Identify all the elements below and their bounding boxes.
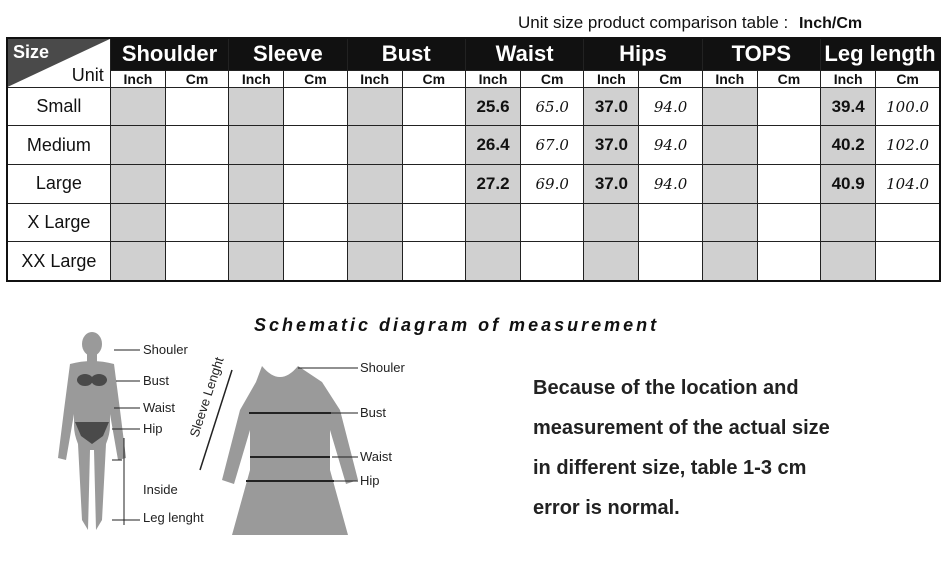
cm-value-cell: [165, 165, 228, 204]
inch-value-cell: [110, 126, 165, 165]
subheader-cm: Cm: [402, 70, 465, 87]
cm-value-cell: [757, 87, 820, 126]
inch-value-cell: [584, 203, 639, 242]
size-comparison-table: [6, 37, 941, 282]
col-leg-length: Leg length: [821, 38, 940, 70]
cm-value-cell: 65.0: [521, 87, 584, 126]
cm-value-cell: 94.0: [639, 87, 702, 126]
inch-value-cell: [110, 165, 165, 204]
inch-value-cell: [229, 203, 284, 242]
inch-value-cell: [465, 242, 520, 281]
inch-value-cell: [347, 242, 402, 281]
body-label-hip: Hip: [143, 421, 163, 436]
inch-value-cell: 37.0: [584, 87, 639, 126]
cm-value-cell: [521, 242, 584, 281]
inch-value-cell: [347, 126, 402, 165]
inch-value-cell: [229, 126, 284, 165]
inch-value-cell: [702, 126, 757, 165]
cm-value-cell: [757, 126, 820, 165]
cm-value-cell: [284, 203, 347, 242]
inch-value-cell: [821, 242, 876, 281]
size-name-cell: Small: [7, 87, 110, 126]
inch-value-cell: 37.0: [584, 165, 639, 204]
dress-label-hip: Hip: [360, 473, 380, 488]
corner-size-label: Size: [13, 42, 50, 62]
body-label-bust: Bust: [143, 373, 170, 388]
note-line: error is normal.: [533, 497, 680, 519]
note-line: in different size, table 1-3 cm: [533, 457, 807, 479]
inch-value-cell: 39.4: [821, 87, 876, 126]
dress-illustration: [222, 366, 358, 535]
cm-value-cell: [757, 165, 820, 204]
col-bust: Bust: [347, 38, 465, 70]
cm-value-cell: 94.0: [639, 165, 702, 204]
col-sleeve: Sleeve: [229, 38, 347, 70]
dress-label-shoulder: Shouler: [360, 360, 405, 375]
cm-value-cell: [757, 242, 820, 281]
cm-value-cell: [639, 242, 702, 281]
dress-label-sleeve: Sleeve Lenght: [186, 355, 227, 439]
dress-label-waist: Waist: [360, 449, 393, 464]
inch-value-cell: 27.2: [465, 165, 520, 204]
inch-value-cell: [702, 87, 757, 126]
table-row: [7, 165, 940, 204]
body-label-inside: Inside: [143, 482, 178, 497]
inch-value-cell: [584, 242, 639, 281]
subheader-inch: Inch: [465, 70, 520, 87]
inch-value-cell: 40.2: [821, 126, 876, 165]
inch-value-cell: [702, 242, 757, 281]
schematic-title: Schematic diagram of measurement: [254, 315, 660, 335]
inch-value-cell: [821, 203, 876, 242]
table-caption: [518, 13, 862, 33]
unit-subheader-row: [7, 70, 940, 87]
note-line: Because of the location and: [533, 377, 799, 399]
cm-value-cell: [402, 203, 465, 242]
inch-value-cell: [229, 165, 284, 204]
cm-value-cell: [402, 87, 465, 126]
subheader-inch: Inch: [347, 70, 402, 87]
inch-value-cell: [110, 242, 165, 281]
cm-value-cell: [521, 203, 584, 242]
cm-value-cell: [876, 203, 940, 242]
subheader-inch: Inch: [821, 70, 876, 87]
body-label-shoulder: Shouler: [143, 342, 188, 357]
inch-value-cell: [347, 203, 402, 242]
inch-value-cell: [229, 87, 284, 126]
subheader-cm: Cm: [521, 70, 584, 87]
subheader-inch: Inch: [584, 70, 639, 87]
cm-value-cell: [165, 126, 228, 165]
dress-label-bust: Bust: [360, 405, 387, 420]
inch-value-cell: [347, 87, 402, 126]
cm-value-cell: [757, 203, 820, 242]
size-name-cell: XX Large: [7, 242, 110, 281]
subheader-inch: Inch: [702, 70, 757, 87]
subheader-cm: Cm: [165, 70, 228, 87]
cm-value-cell: [284, 87, 347, 126]
table-row: [7, 203, 940, 242]
cm-value-cell: [402, 242, 465, 281]
table-row: [7, 126, 940, 165]
size-name-cell: X Large: [7, 203, 110, 242]
inch-value-cell: [110, 87, 165, 126]
inch-value-cell: [110, 203, 165, 242]
col-hips: Hips: [584, 38, 702, 70]
cm-value-cell: [639, 203, 702, 242]
subheader-cm: Cm: [757, 70, 820, 87]
inch-value-cell: [702, 165, 757, 204]
table-row: [7, 87, 940, 126]
cm-value-cell: [284, 242, 347, 281]
cm-value-cell: 69.0: [521, 165, 584, 204]
cm-value-cell: 100.0: [876, 87, 940, 126]
corner-unit-label: Unit: [71, 64, 104, 85]
col-waist: Waist: [465, 38, 583, 70]
column-header-row: [7, 38, 940, 70]
col-shoulder: Shoulder: [110, 38, 228, 70]
subheader-cm: Cm: [639, 70, 702, 87]
note-line: measurement of the actual size: [533, 417, 830, 439]
table-row: [7, 242, 940, 281]
cm-value-cell: [402, 126, 465, 165]
cm-value-cell: 102.0: [876, 126, 940, 165]
caption-text: Unit size product comparison table :: [518, 13, 789, 32]
cm-value-cell: [165, 203, 228, 242]
subheader-cm: Cm: [876, 70, 940, 87]
col-tops: TOPS: [702, 38, 820, 70]
cm-value-cell: [165, 87, 228, 126]
size-name-cell: Medium: [7, 126, 110, 165]
cm-value-cell: [284, 126, 347, 165]
cm-value-cell: 67.0: [521, 126, 584, 165]
body-label-leg-length: Leg lenght: [143, 510, 204, 525]
cm-value-cell: 104.0: [876, 165, 940, 204]
size-unit-corner: [7, 38, 110, 87]
cm-value-cell: [165, 242, 228, 281]
subheader-inch: Inch: [110, 70, 165, 87]
inch-value-cell: [702, 203, 757, 242]
cm-value-cell: [402, 165, 465, 204]
inch-value-cell: 37.0: [584, 126, 639, 165]
inch-value-cell: [347, 165, 402, 204]
cm-value-cell: [284, 165, 347, 204]
inch-value-cell: [229, 242, 284, 281]
inch-value-cell: 40.9: [821, 165, 876, 204]
body-label-waist: Waist: [143, 400, 176, 415]
subheader-inch: Inch: [229, 70, 284, 87]
inch-value-cell: [465, 203, 520, 242]
size-name-cell: Large: [7, 165, 110, 204]
caption-unit: Inch/Cm: [798, 15, 863, 32]
cm-value-cell: 94.0: [639, 126, 702, 165]
inch-value-cell: 26.4: [465, 126, 520, 165]
measurement-diagram: [40, 330, 440, 545]
inch-value-cell: 25.6: [465, 87, 520, 126]
measurement-note: [533, 368, 943, 528]
subheader-cm: Cm: [284, 70, 347, 87]
cm-value-cell: [876, 242, 940, 281]
